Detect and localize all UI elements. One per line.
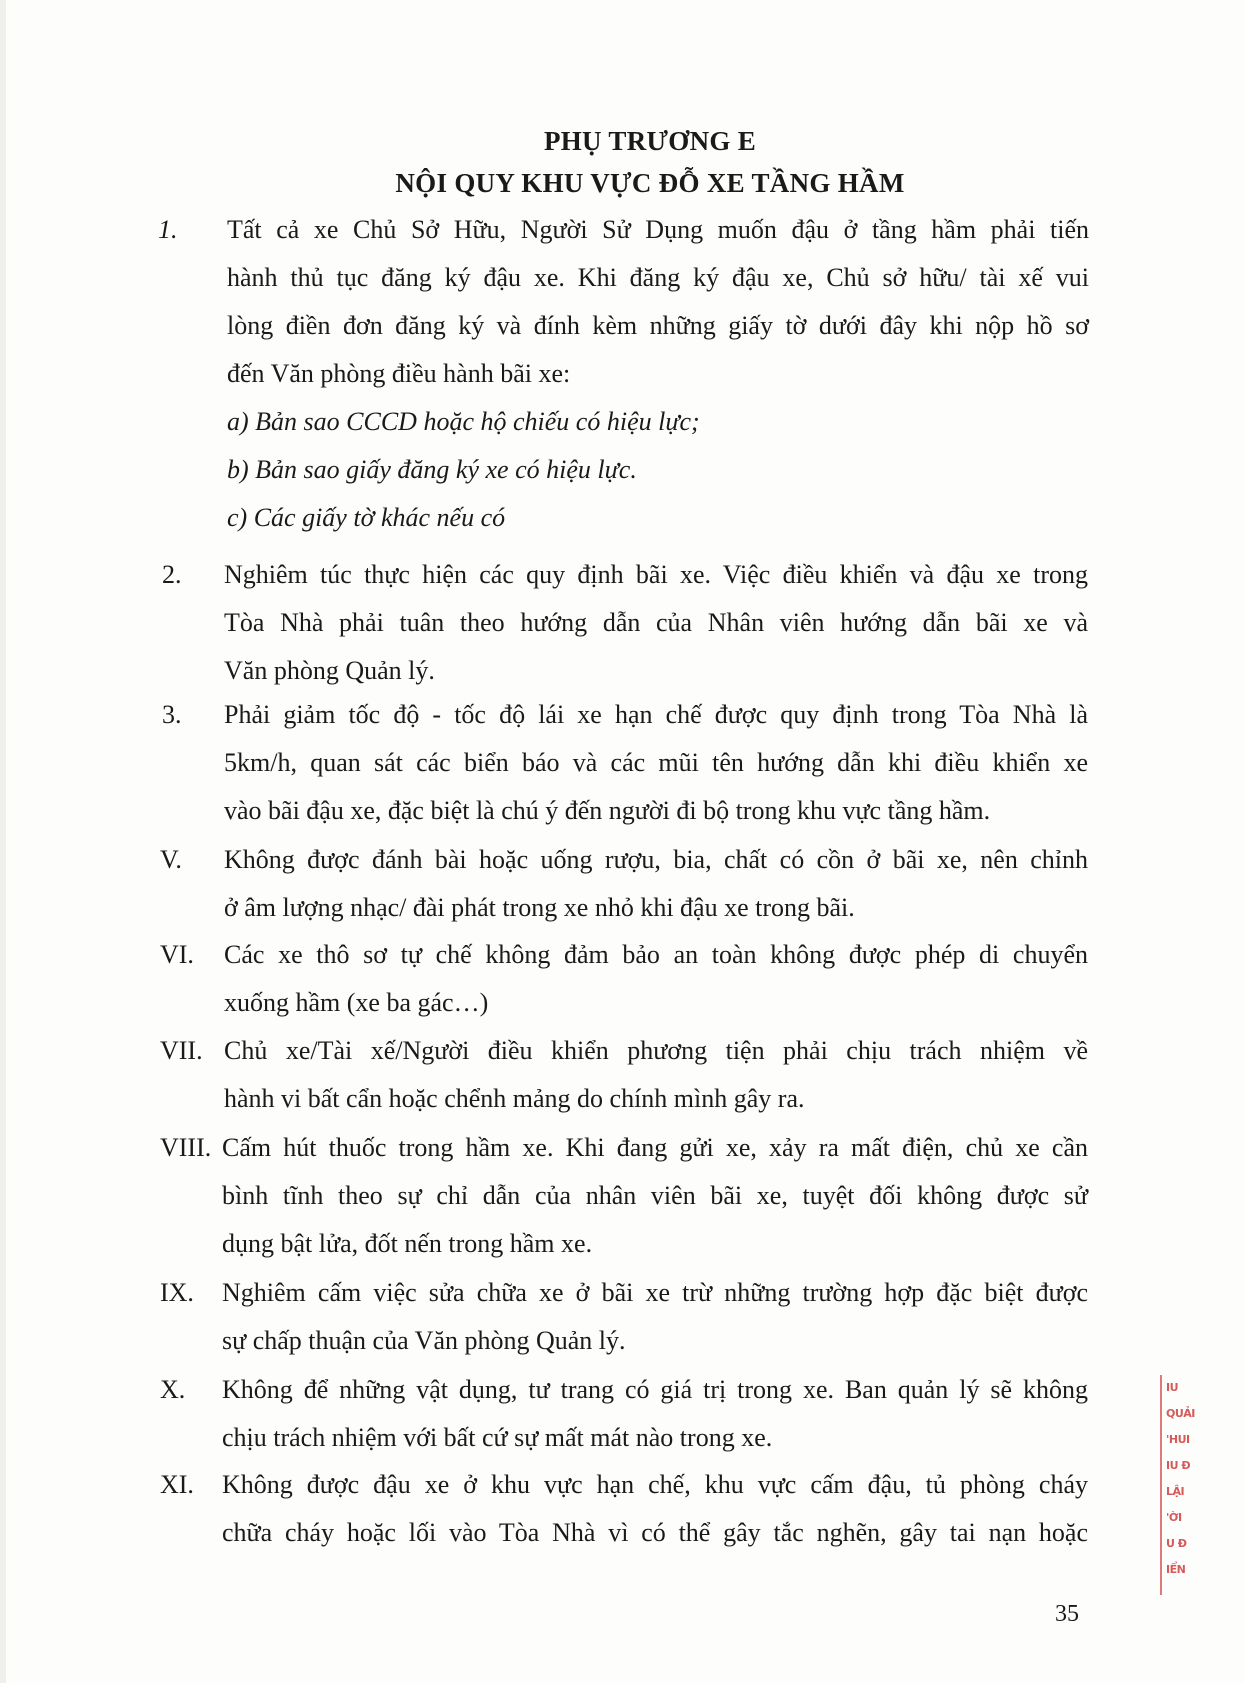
rule-number: 2.	[162, 560, 182, 589]
rule-text-line: Văn phòng Quản lý.	[224, 656, 435, 685]
rule-number: 3.	[162, 700, 182, 729]
red-stamp	[1160, 1375, 1195, 1595]
rule-text-line: Tòa Nhà phải tuân theo hướng dẫn của Nhân viên hướng dẫn bãi xe và	[224, 608, 1088, 637]
scan-edge	[0, 0, 6, 1683]
stamp-fragment: LẬI	[1166, 1485, 1185, 1498]
rule-subitem: c) Các giấy tờ khác nếu có	[227, 503, 506, 532]
rule-number: 1.	[158, 215, 178, 244]
stamp-fragment: IU	[1166, 1381, 1179, 1394]
rule-text-line: 5km/h, quan sát các biển báo và các mũi tên hướng dẫn khi điều khiển xe	[224, 748, 1088, 777]
rule-text-line: Phải giảm tốc độ - tốc độ lái xe hạn chế được quy định trong Tòa Nhà là	[224, 700, 1088, 729]
rule-text-line: đến Văn phòng điều hành bãi xe:	[227, 359, 571, 388]
rule-number: VII.	[160, 1036, 203, 1065]
rule-text-line: Cấm hút thuốc trong hầm xe. Khi đang gửi xe, xảy ra mất điện, chủ xe cần	[222, 1133, 1088, 1162]
stamp-text	[1166, 1375, 1195, 1583]
rule-number: V.	[160, 845, 182, 874]
stamp-fragment: IỂN	[1166, 1563, 1186, 1576]
rule-text-line: Nghiêm túc thực hiện các quy định bãi xe. Việc điều khiển và đậu xe trong	[224, 560, 1088, 589]
rule-text-line: Nghiêm cấm việc sửa chữa xe ở bãi xe trừ những trường hợp đặc biệt được	[222, 1278, 1088, 1307]
rule-number: X.	[160, 1375, 186, 1404]
stamp-fragment: IU Đ	[1166, 1459, 1191, 1472]
rule-number: VIII.	[160, 1133, 212, 1162]
rule-text-line: hành vi bất cẩn hoặc chểnh mảng do chính mình gây ra.	[224, 1084, 805, 1113]
stamp-fragment: QUẢI	[1166, 1407, 1195, 1420]
rule-text-line: lòng điền đơn đăng ký và đính kèm những giấy tờ dưới đây khi nộp hồ sơ	[227, 311, 1089, 340]
stamp-fragment: 'ỜI	[1166, 1511, 1182, 1524]
rule-text-line: ở âm lượng nhạc/ đài phát trong xe nhỏ khi đậu xe trong bãi.	[224, 893, 855, 922]
rule-text-line: Không được đậu xe ở khu vực hạn chế, khu vực cấm đậu, tủ phòng cháy	[222, 1470, 1088, 1499]
rule-text-line: bình tĩnh theo sự chỉ dẫn của nhân viên bãi xe, tuyệt đối không được sử	[222, 1181, 1088, 1210]
rule-text-line: Các xe thô sơ tự chế không đảm bảo an toàn không được phép di chuyển	[224, 940, 1088, 969]
page-number: 35	[1055, 1601, 1079, 1627]
rule-text-line: chịu trách nhiệm với bất cứ sự mất mát nào trong xe.	[222, 1423, 773, 1452]
rule-text-line: Không để những vật dụng, tư trang có giá trị trong xe. Ban quản lý sẽ không	[222, 1375, 1088, 1404]
rule-subitem: a) Bản sao CCCD hoặc hộ chiếu có hiệu lực;	[227, 407, 700, 436]
rule-text-line: hành thủ tục đăng ký đậu xe. Khi đăng ký đậu xe, Chủ sở hữu/ tài xế vui	[227, 263, 1089, 292]
rule-text-line: chữa cháy hoặc lối vào Tòa Nhà vì có thể gây tắc nghẽn, gây tai nạn hoặc	[222, 1518, 1088, 1547]
rule-subitem: b) Bản sao giấy đăng ký xe có hiệu lực.	[227, 455, 637, 484]
rule-text-line: Chủ xe/Tài xế/Người điều khiển phương tiện phải chịu trách nhiệm về	[224, 1036, 1088, 1065]
rule-text-line: sự chấp thuận của Văn phòng Quản lý.	[222, 1326, 626, 1355]
stamp-fragment: U Đ	[1166, 1537, 1187, 1550]
rule-number: VI.	[160, 940, 194, 969]
rule-text-line: vào bãi đậu xe, đặc biệt là chú ý đến người đi bộ trong khu vực tầng hầm.	[224, 796, 991, 825]
rule-text-line: dụng bật lửa, đốt nến trong hầm xe.	[222, 1229, 593, 1258]
rule-number: IX.	[160, 1278, 194, 1307]
rule-text-line: Tất cả xe Chủ Sở Hữu, Người Sử Dụng muốn đậu ở tầng hầm phải tiến	[227, 215, 1089, 244]
document-title: PHỤ TRƯƠNG E	[543, 126, 757, 156]
document-subtitle: NỘI QUY KHU VỰC ĐỖ XE TẦNG HẦM	[395, 168, 905, 198]
stamp-fragment: 'HUI	[1166, 1433, 1190, 1446]
rule-text-line: Không được đánh bài hoặc uống rượu, bia, chất có cồn ở bãi xe, nên chỉnh	[224, 845, 1088, 874]
rule-text-line: xuống hầm (xe ba gác…)	[224, 988, 489, 1017]
rule-number: XI.	[160, 1470, 194, 1499]
